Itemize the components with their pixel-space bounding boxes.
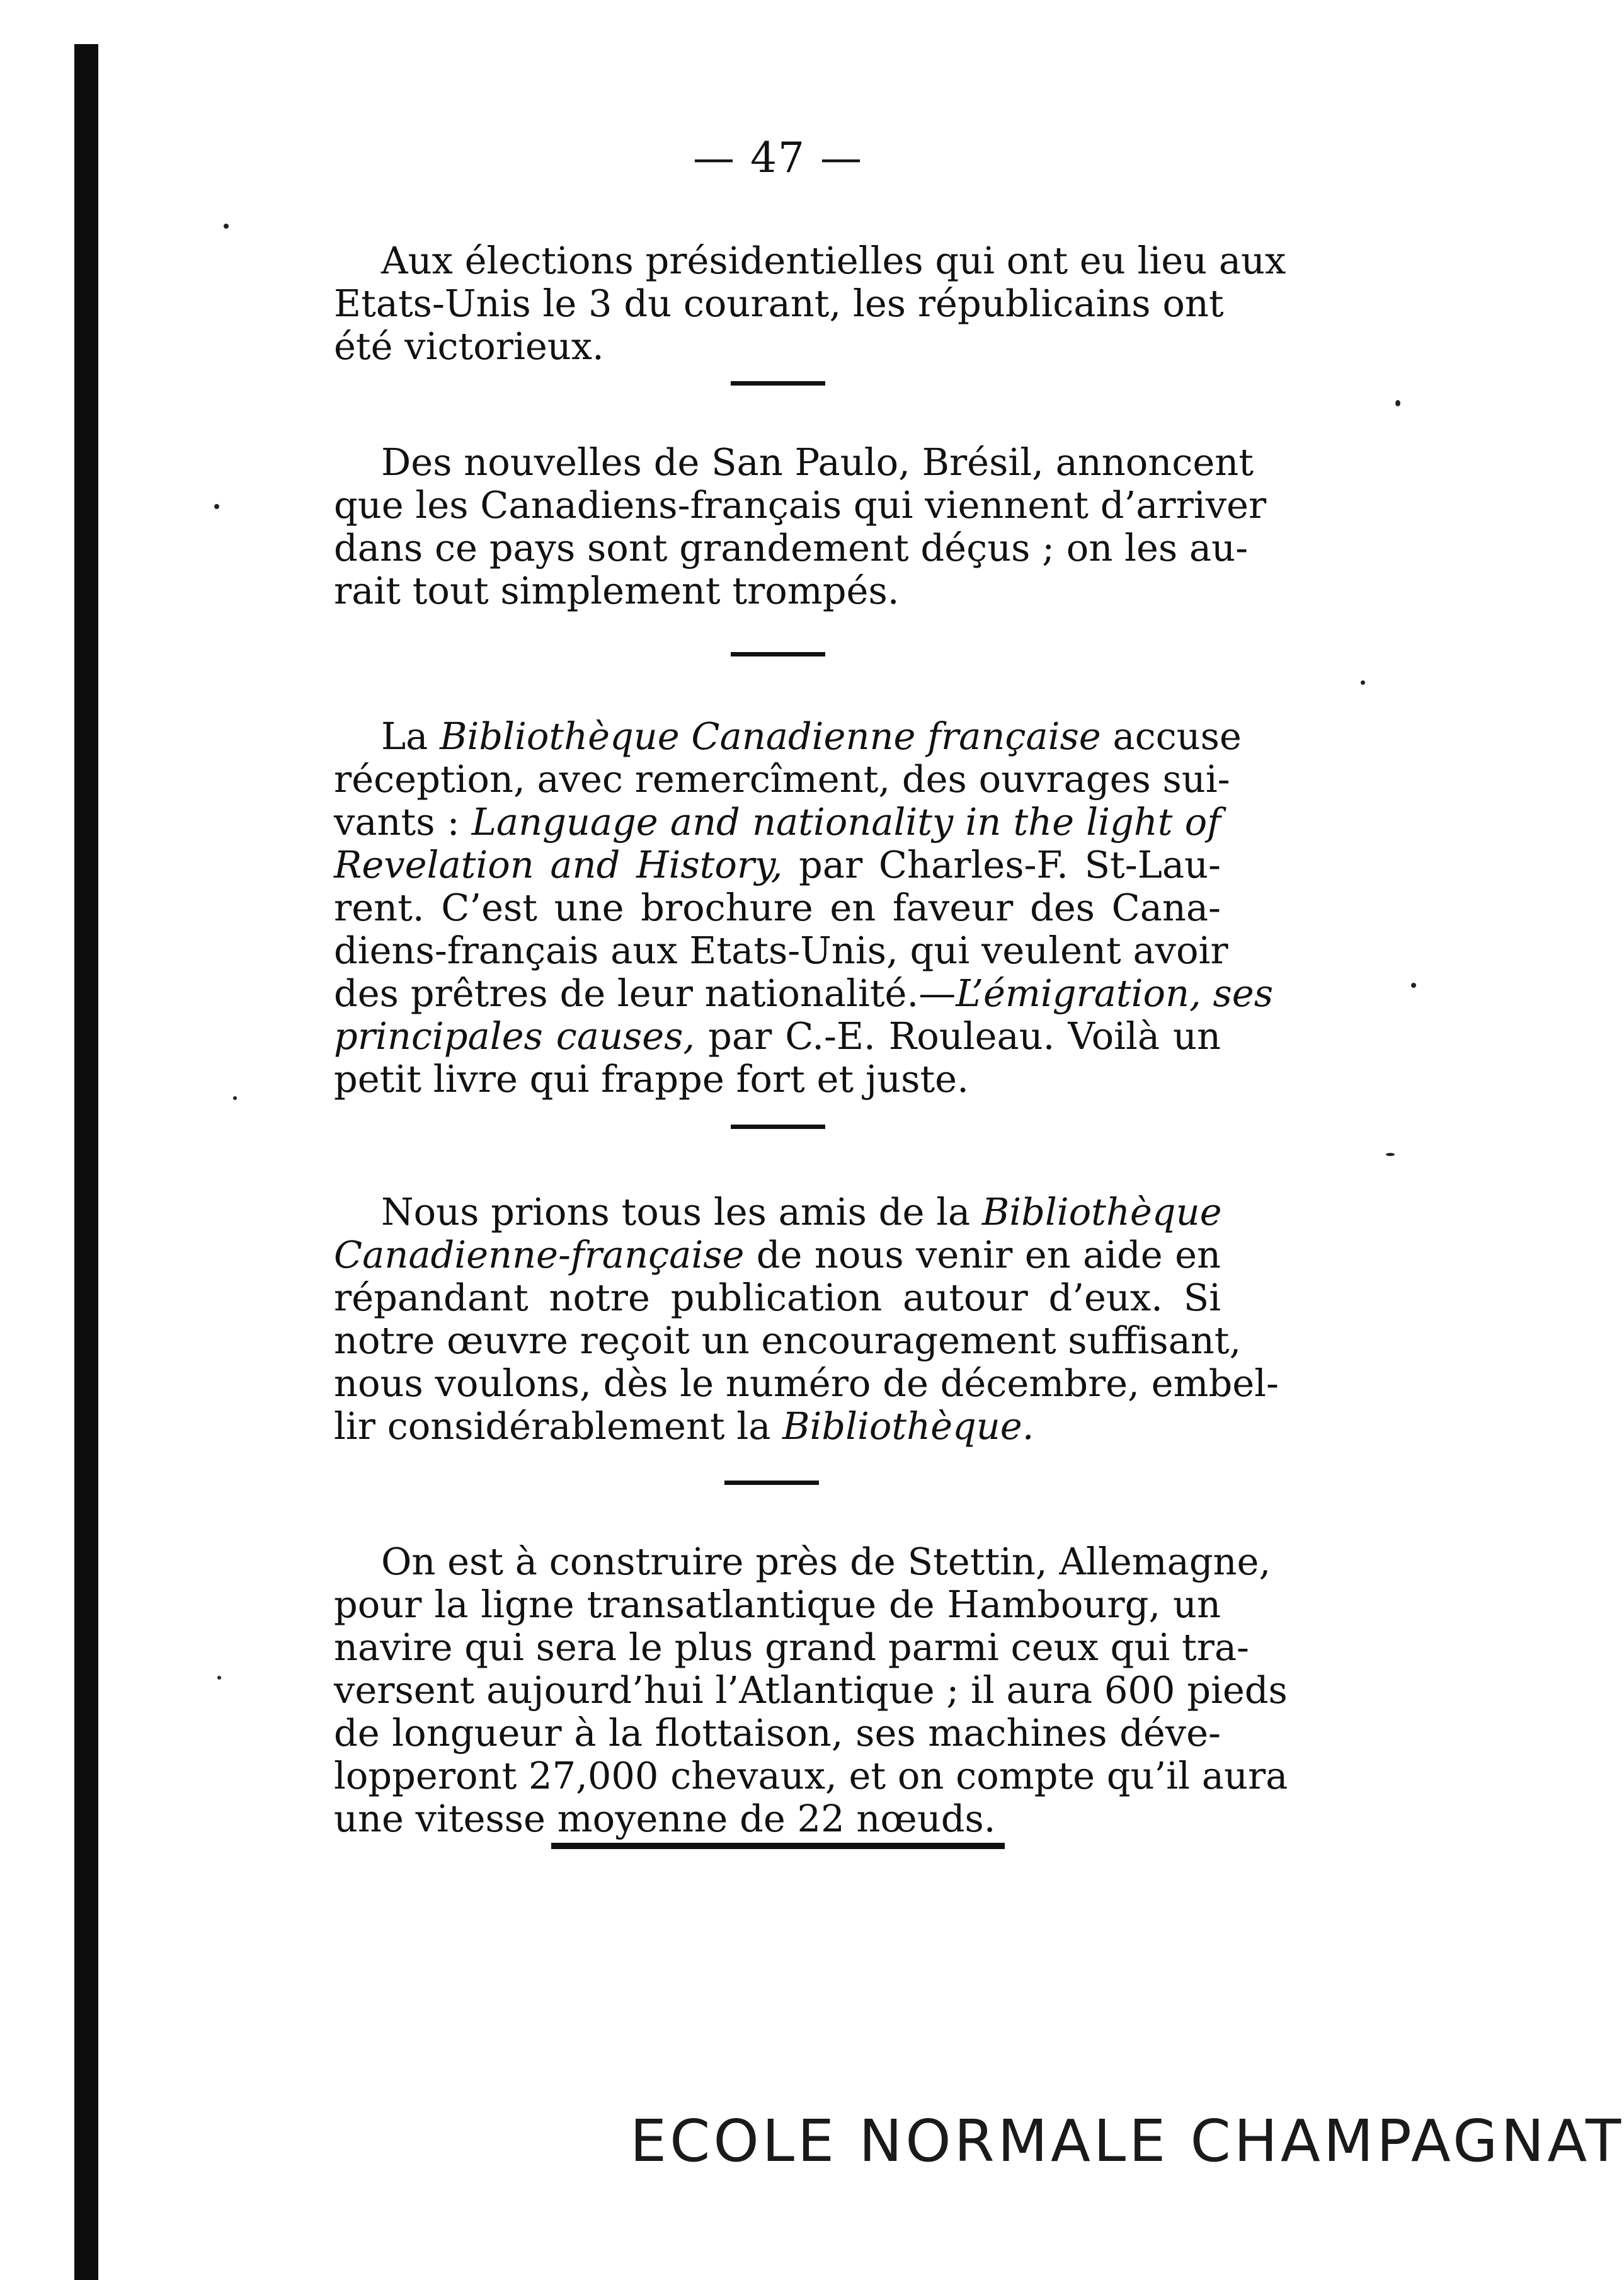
- text-line: réception, avec remercîment, des ouvrages sui-: [334, 757, 1230, 801]
- print-speck: [233, 1096, 237, 1100]
- text-line: répandant notre publication autour d’eux. Si: [334, 1276, 1221, 1319]
- text-line: notre œuvre reçoit un encouragement suffisant,: [334, 1319, 1242, 1362]
- section-separator: [731, 1125, 825, 1129]
- print-speck: [1361, 680, 1365, 685]
- paragraph-appeal: [334, 1190, 1279, 1448]
- section-separator: [731, 381, 825, 386]
- text-line: Des nouvelles de San Paulo, Brésil, annoncent: [381, 440, 1254, 484]
- print-speck: [1411, 983, 1416, 988]
- text-line: La Bibliothèque Canadienne française accuse: [381, 714, 1242, 758]
- text-line: On est à construire près de Stettin, Allemagne,: [381, 1540, 1271, 1583]
- print-speck: [217, 1676, 221, 1680]
- text-line: Revelation and History, par Charles-F. St-Lau-: [334, 843, 1221, 886]
- text-line: Aux élections présidentielles qui ont eu lieu aux: [381, 239, 1286, 282]
- text-line: Etats-Unis le 3 du courant, les républicains ont: [334, 282, 1224, 325]
- text-line: Canadienne-française de nous venir en aide en: [334, 1233, 1221, 1276]
- text-line: pour la ligne transatlantique de Hambourg, un: [334, 1583, 1221, 1626]
- text-line: que les Canadiens-français qui viennent d’arriver: [334, 483, 1267, 527]
- print-speck: [1386, 1153, 1395, 1156]
- section-separator: [731, 652, 825, 656]
- paragraph-san-paulo: [334, 440, 1267, 612]
- text-line: lopperont 27,000 chevaux, et on compte qu’il aura: [334, 1754, 1288, 1797]
- section-separator: [724, 1481, 819, 1485]
- print-speck: [224, 224, 229, 229]
- paragraph-stettin: [334, 1540, 1288, 1840]
- text-line: rent. C’est une brochure en faveur des Cana-: [334, 886, 1221, 929]
- page-number: — 47 —: [693, 134, 863, 182]
- text-line: nous voulons, dès le numéro de décembre, embel-: [334, 1361, 1279, 1405]
- text-line: rait tout simplement trompés.: [334, 569, 900, 612]
- text-line: Nous prions tous les amis de la Bibliothèque: [381, 1190, 1222, 1234]
- paragraph-elections: [334, 239, 1286, 368]
- text-line: de longueur à la flottaison, ses machines déve-: [334, 1711, 1221, 1755]
- text-line: des prêtres de leur nationalité.—L’émigration, ses: [334, 971, 1273, 1015]
- text-line: petit livre qui frappe fort et juste.: [334, 1057, 969, 1101]
- print-speck: [214, 504, 219, 509]
- text-line: vants : Language and nationality in the light of: [334, 800, 1221, 844]
- text-line: lir considérablement la Bibliothèque.: [334, 1404, 1034, 1448]
- library-stamp: ECOLE NORMALE CHAMPAGNAT: [630, 2107, 1624, 2175]
- text-line: une vitesse moyenne de 22 nœuds.: [334, 1797, 996, 1840]
- text-line: principales causes, par C.-E. Rouleau. Voilà un: [334, 1014, 1221, 1058]
- text-line: été victorieux.: [334, 324, 604, 368]
- binding-edge: [74, 44, 98, 2280]
- text-line: dans ce pays sont grandement déçus ; on les au-: [334, 526, 1249, 570]
- end-of-section-rule: [551, 1843, 1005, 1849]
- text-line: navire qui sera le plus grand parmi ceux qui tra-: [334, 1625, 1249, 1669]
- print-speck: [1395, 400, 1400, 406]
- text-line: versent aujourd’hui l’Atlantique ; il aura 600 pieds: [334, 1668, 1288, 1712]
- paragraph-bibliotheque: [334, 714, 1273, 1101]
- text-line: diens-français aux Etats-Unis, qui veulent avoir: [334, 929, 1228, 972]
